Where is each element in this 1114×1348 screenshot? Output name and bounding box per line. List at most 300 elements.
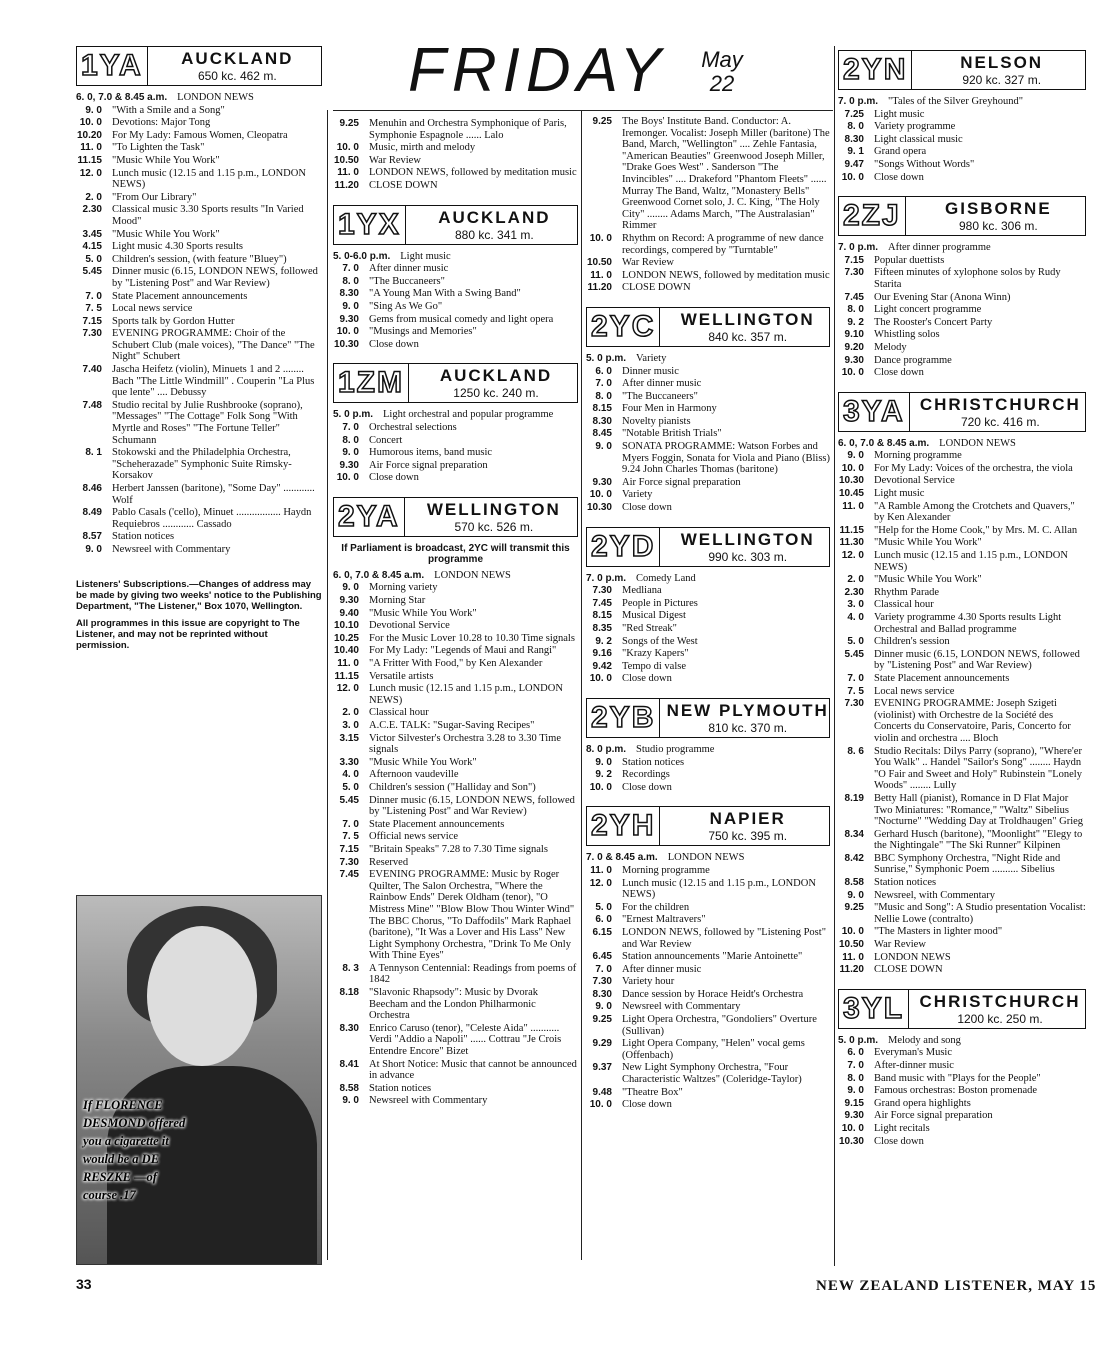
programme-row bbox=[333, 658, 578, 670]
programme-row bbox=[76, 291, 322, 303]
programme-item: The Boys' Institute Band. Conductor: A. Iremonger. Vocalist: Joseph Miller (baritone) The Band, March, "Wellington" .... Zehle Fantasia, "American Beauties" Greenwood Joseph Miller, "Drake Goes West" . Sanderson "The Invincibles" .... Drakeford "Phantom Fleets" ...... Murray The Band, Waltz, "Monastery Bells" Greenwood Cornet solo, J. C. King, "The Holy City" ........ Adams March, "The Australasian" Rimmer bbox=[622, 116, 830, 232]
programme-item: Variety programme 4.30 Sports results Light Orchestral and Ballad programme bbox=[874, 612, 1062, 635]
programme-time: 9. 2 bbox=[847, 316, 864, 328]
programme-item: Light music bbox=[874, 108, 925, 120]
programme-item: Jascha Heifetz (violin), Minuets 1 and 2 ........ Bach "The Little Windmill" . Couperin "La Plus que lente" .... Debussy bbox=[112, 364, 315, 399]
programme-item: Lunch music (12.15 and 1.15 p.m., LONDON NEWS) bbox=[874, 550, 1068, 573]
programme-time: 8.19 bbox=[844, 792, 864, 804]
programme-time: 8.49 bbox=[82, 507, 102, 519]
programme-row bbox=[333, 570, 578, 582]
programme-row bbox=[838, 342, 1086, 354]
programme-item: Music, mirth and melody bbox=[369, 142, 476, 154]
programme-row bbox=[333, 251, 578, 263]
programme-time: 10. 0 bbox=[589, 489, 612, 501]
programme-time: 9.30 bbox=[844, 354, 864, 366]
programme-row bbox=[586, 366, 830, 378]
station-city: WELLINGTON bbox=[680, 309, 815, 329]
programme-item: "Krazy Kapers" bbox=[622, 648, 689, 660]
programme-row bbox=[586, 428, 830, 440]
station-header bbox=[586, 698, 830, 738]
programme-row bbox=[333, 422, 578, 434]
station-3yl bbox=[838, 989, 1086, 1156]
station-info bbox=[409, 364, 577, 402]
station-header bbox=[333, 497, 578, 537]
programme-row bbox=[838, 463, 1086, 475]
programme-item: "A Ramble Among the Crotchets and Quavers," by Ken Alexander bbox=[874, 500, 1075, 524]
programme-time: 8. 0 bbox=[847, 304, 864, 316]
programme-row bbox=[586, 1038, 830, 1061]
programme-time: 10.30 bbox=[838, 475, 864, 487]
station-2yc bbox=[586, 307, 830, 523]
programme-time: 10. 0 bbox=[589, 1099, 612, 1111]
programme-item: Whistling solos bbox=[874, 329, 940, 341]
station-header bbox=[838, 392, 1086, 432]
station-header bbox=[586, 307, 830, 347]
station-2ya bbox=[333, 497, 578, 1116]
programme-row bbox=[333, 844, 578, 856]
programme-row bbox=[76, 400, 322, 446]
programme-row bbox=[838, 550, 1086, 573]
date bbox=[694, 48, 750, 96]
programme-time: 7. 0 bbox=[342, 263, 359, 275]
programme-time: 8.30 bbox=[844, 133, 864, 145]
programme-item: "A Fritter With Food," by Ken Alexander bbox=[369, 658, 543, 670]
programme-item: Herbert Janssen (baritone), "Some Day" ............ Wolf bbox=[112, 483, 315, 506]
programme-item: "Sing As We Go" bbox=[369, 300, 443, 312]
programme-item: "Notable British Trials" bbox=[622, 428, 722, 440]
programme-item: For the Music Lover 10.28 to 10.30 Time signals bbox=[369, 632, 575, 644]
programme-item: Stokowski and the Philadelphia Orchestra, "Scheherazade" Symphonic Suite Rimsky-Korsakov bbox=[112, 447, 292, 482]
programme-time: 11.15 bbox=[334, 670, 359, 682]
programme-time: 11.30 bbox=[839, 537, 864, 549]
programme-time: 9.42 bbox=[592, 660, 612, 672]
programme-item: Grand opera bbox=[874, 146, 927, 158]
programme-time: 7.30 bbox=[592, 976, 612, 988]
programme-row bbox=[838, 267, 1086, 290]
programme-time: 8.30 bbox=[592, 415, 612, 427]
programme-time: 10. 0 bbox=[336, 326, 359, 338]
programme-item: Children's session ("Halliday and Son") bbox=[369, 781, 536, 793]
programme-item: Band music with "Plays for the People" bbox=[874, 1072, 1041, 1084]
programme-time: 9.30 bbox=[339, 459, 359, 471]
programme-row bbox=[333, 819, 578, 831]
station-city: NAPIER bbox=[709, 809, 786, 829]
programme-item: Close down bbox=[874, 171, 924, 183]
programme-item: Air Force signal preparation bbox=[622, 476, 741, 488]
top-rule bbox=[333, 110, 833, 111]
programme-time: 4. 0 bbox=[847, 612, 864, 623]
programme-item: Air Force signal preparation bbox=[874, 1110, 993, 1122]
programme-row bbox=[838, 367, 1086, 379]
programme-time: 9. 2 bbox=[595, 635, 612, 647]
programme-item: For My Lady: Famous Women, Cleopatra bbox=[112, 129, 288, 141]
programme-time: 7. 0 bbox=[342, 818, 359, 830]
programme-time: 7. 0 p.m. bbox=[838, 242, 879, 254]
programme-time: 4.15 bbox=[82, 241, 102, 253]
programme-row bbox=[586, 769, 830, 781]
programme-row bbox=[838, 793, 1086, 828]
programme-row bbox=[838, 450, 1086, 462]
programme-row bbox=[838, 636, 1086, 648]
programme-time: 4. 0 bbox=[342, 769, 359, 781]
station-frequency: 840 kc. 357 m. bbox=[708, 329, 788, 344]
programme-time: 9.30 bbox=[844, 1110, 864, 1122]
programme-item: Morning programme bbox=[874, 450, 962, 462]
programme-row bbox=[586, 416, 830, 428]
programme-row bbox=[586, 403, 830, 415]
programme-row bbox=[333, 633, 578, 645]
programme-time: 9.47 bbox=[844, 158, 864, 170]
programme-item: "Tales of the Silver Greyhound" bbox=[888, 96, 1023, 107]
programme-time: 5.45 bbox=[82, 266, 102, 278]
programme-item: EVENING PROGRAMME: Music by Roger Quilter, The Salon Orchestra, "Where the Rainbow Ends" Derek Oldham (tenor), "O Mistress Mine" "Blow Blow Thou Winter Wind" The BBC Chorus, "To Daffodils" Mark Raphael (baritone), "It Was a Lover and His Lass" New Light Symphony Orchestra, "Drink To Me Only With Thine Eyes" bbox=[369, 869, 575, 962]
programme-item: Menuhin and Orchestra Symphonique of Paris, Symphonie Espagnole ...... Lalo bbox=[369, 118, 567, 141]
programme-row bbox=[586, 378, 830, 390]
station-city: AUCKLAND bbox=[439, 366, 553, 386]
programme-row bbox=[333, 1023, 578, 1058]
programme-row bbox=[838, 1085, 1086, 1097]
programme-row bbox=[838, 698, 1086, 744]
programme-item: Pablo Casals ('cello), Minuet ................. Haydn Requiebros ............ Cassado bbox=[112, 507, 312, 530]
programme-row bbox=[838, 939, 1086, 951]
programme-item: "Music While You Work" bbox=[369, 756, 477, 768]
programme-item: Dinner music bbox=[622, 365, 679, 377]
programme-time: 11. 0 bbox=[337, 658, 359, 670]
programme-row bbox=[76, 483, 322, 506]
programme-row bbox=[838, 574, 1086, 586]
programme-row bbox=[333, 795, 578, 818]
programme-time: 9. 0 bbox=[847, 450, 864, 462]
programme-time: 7.48 bbox=[82, 399, 102, 411]
programme-time: 9.30 bbox=[339, 313, 359, 325]
programme-item: Local news service bbox=[112, 303, 193, 315]
programme-item: Local news service bbox=[874, 685, 955, 697]
programme-time: 9. 0 bbox=[342, 582, 359, 594]
programme-time: 7.45 bbox=[844, 291, 864, 303]
programme-time: 2.30 bbox=[844, 586, 864, 598]
programme-item: Newsreel with Commentary bbox=[112, 543, 231, 555]
programme-item: "The Buccaneers" bbox=[369, 275, 445, 287]
programme-time: 7. 0 bbox=[595, 963, 612, 975]
station-header bbox=[76, 46, 322, 86]
programme-row bbox=[586, 1001, 830, 1013]
programme-time: 7. 5 bbox=[847, 685, 864, 697]
programme-row bbox=[838, 255, 1086, 267]
programme-item: Popular duettists bbox=[874, 254, 945, 266]
station-logo: 2YB bbox=[587, 699, 660, 737]
programme-time: 5. 0 bbox=[342, 781, 359, 793]
programme-item: Betty Hall (pianist), Romance in D Flat Major Two Miniatures: "Romance," "Waltz" Sibelius "Nocturne" "Wedding Day at Troldhaugen" Grieg bbox=[874, 792, 1084, 828]
programme-row bbox=[333, 671, 578, 683]
column-1 bbox=[76, 42, 322, 657]
station-logo: 2YA bbox=[334, 498, 405, 536]
programme-item: Light concert programme bbox=[874, 304, 982, 316]
programme-item: "A Young Man With a Swing Band" bbox=[369, 288, 521, 300]
programme-item: Sports talk by Gordon Hutter bbox=[112, 315, 235, 327]
programme-row bbox=[333, 733, 578, 756]
programme-row bbox=[76, 254, 322, 266]
station-city: AUCKLAND bbox=[438, 207, 551, 227]
programme-time: 8.42 bbox=[844, 852, 864, 864]
column-2 bbox=[333, 118, 578, 1116]
programme-item: Everyman's Music bbox=[874, 1047, 953, 1059]
programme-row bbox=[838, 612, 1086, 635]
programme-time: 7. 0 bbox=[847, 672, 864, 684]
station-3ya bbox=[838, 392, 1086, 985]
programme-row bbox=[838, 673, 1086, 685]
programme-item: Victor Silvester's Orchestra 3.28 to 3.30 Time signals bbox=[369, 732, 561, 756]
programme-time: 10.10 bbox=[333, 620, 359, 632]
programme-item: Light Opera Company, "Helen" vocal gems (Offenbach) bbox=[622, 1038, 805, 1061]
programme-time: 5.45 bbox=[339, 794, 359, 806]
station-logo: 3YA bbox=[839, 393, 910, 431]
programme-item: "Theatre Box" bbox=[622, 1086, 683, 1098]
station-info bbox=[909, 990, 1085, 1028]
programme-time: 9. 0 bbox=[342, 300, 359, 312]
programme-item: Humorous items, band music bbox=[369, 447, 493, 459]
programme-time: 9. 0 bbox=[595, 441, 612, 453]
programme-row bbox=[838, 172, 1086, 184]
programme-row bbox=[838, 599, 1086, 611]
station-2yh bbox=[586, 806, 830, 1119]
programme-item: The Rooster's Concert Party bbox=[874, 316, 993, 328]
programme-item: "Red Streak" bbox=[622, 623, 677, 634]
programme-time: 8. 0 bbox=[847, 121, 864, 133]
programme-row bbox=[586, 477, 830, 489]
station-info bbox=[406, 206, 577, 244]
programme-item: "Musings and Memories" bbox=[369, 326, 477, 338]
programme-time: 6. 0, 7.0 & 8.45 a.m. bbox=[838, 437, 930, 449]
programme-row bbox=[838, 926, 1086, 938]
programme-row bbox=[333, 582, 578, 594]
programme-time: 10. 0 bbox=[841, 462, 864, 474]
programme-row bbox=[586, 282, 830, 294]
programme-row bbox=[76, 92, 322, 104]
programme-row bbox=[586, 391, 830, 403]
programme-item: After dinner music bbox=[622, 378, 702, 390]
programme-time: 6.15 bbox=[592, 926, 612, 938]
programme-time: 8. 0 bbox=[342, 275, 359, 287]
station-logo: 1ZM bbox=[334, 364, 409, 402]
column-3 bbox=[586, 116, 830, 1120]
programme-item: "The Masters in lighter mood" bbox=[874, 926, 1003, 938]
programme-time: 5. 0 bbox=[847, 636, 864, 648]
programme-time: 10.30 bbox=[333, 338, 359, 350]
programme-item: "Help for the Home Cook," by Mrs. M. C. Allan bbox=[874, 524, 1078, 536]
programme-time: 7.15 bbox=[82, 315, 102, 327]
programme-item: Close down bbox=[874, 1135, 924, 1147]
programme-item: After dinner music bbox=[622, 963, 702, 975]
programme-item: Our Evening Star (Anona Winn) bbox=[874, 291, 1011, 303]
programme-item: Newsreel with Commentary bbox=[622, 1001, 741, 1013]
programme-item: Dance session by Horace Heidt's Orchestra bbox=[622, 988, 804, 1000]
programme-time: 9. 2 bbox=[595, 769, 612, 781]
station-2yb bbox=[586, 698, 830, 802]
station-city: NEW PLYMOUTH bbox=[666, 700, 829, 720]
programme-item: Variety programme bbox=[874, 121, 956, 133]
programme-row bbox=[76, 130, 322, 142]
station-logo: 1YA bbox=[77, 47, 148, 85]
programme-item: Close down bbox=[622, 502, 672, 514]
programme-item: Close down bbox=[622, 673, 672, 685]
programme-time: 10.45 bbox=[838, 488, 864, 500]
programme-time: 5. 0 p.m. bbox=[586, 352, 627, 364]
programme-item: Gerhard Husch (baritone), "Moonlight" "Elegy to the Nightingale" "The Ski Runner" Kilpinen bbox=[874, 828, 1083, 852]
programme-item: Morning programme bbox=[622, 864, 710, 876]
programme-time: 7.30 bbox=[844, 698, 864, 710]
programme-row bbox=[76, 229, 322, 241]
programme-item: State Placement announcements bbox=[369, 818, 505, 830]
programme-item: LONDON NEWS, followed by meditation music bbox=[622, 269, 830, 281]
programme-time: 11.15 bbox=[77, 154, 102, 166]
programme-row bbox=[333, 757, 578, 769]
programme-item: Light recitals bbox=[874, 1122, 930, 1134]
station-info bbox=[660, 308, 829, 346]
station-city: WELLINGTON bbox=[680, 529, 815, 549]
programme-item: Air Force signal preparation bbox=[369, 459, 488, 471]
programme-time: 8.15 bbox=[592, 610, 612, 622]
programme-time: 5. 0 p.m. bbox=[838, 1034, 879, 1046]
programme-time: 7.15 bbox=[844, 254, 864, 266]
programme-time: 11. 0 bbox=[842, 951, 864, 963]
programme-row bbox=[838, 317, 1086, 329]
station-2yd bbox=[586, 527, 830, 694]
station-frequency: 1200 kc. 250 m. bbox=[957, 1011, 1043, 1026]
programme-item: War Review bbox=[622, 257, 674, 269]
programme-row bbox=[838, 329, 1086, 341]
programme-time: 2.30 bbox=[82, 204, 102, 216]
programme-time: 2. 0 bbox=[342, 707, 359, 719]
programme-item: Station notices bbox=[874, 877, 937, 889]
programme-item: Variety hour bbox=[622, 976, 675, 988]
programme-time: 7. 0 p.m. bbox=[838, 96, 879, 107]
programme-row bbox=[838, 242, 1086, 254]
programme-time: 10.50 bbox=[838, 939, 864, 951]
programme-row bbox=[838, 1098, 1086, 1110]
programme-item: Children's session, (with feature "Bluey") bbox=[112, 253, 287, 265]
programme-time: 11.20 bbox=[334, 179, 359, 191]
programme-item: Station announcements "Marie Antoinette" bbox=[622, 951, 803, 963]
programme-row bbox=[333, 167, 578, 179]
programme-row bbox=[838, 1136, 1086, 1148]
programme-row bbox=[333, 1059, 578, 1082]
station-city: GISBORNE bbox=[945, 199, 1052, 219]
programme-row bbox=[586, 573, 830, 585]
day-title: FRIDAY bbox=[408, 36, 667, 105]
programme-item: Dinner music (6.15, LONDON NEWS, followed by "Listening Post" and War Review) bbox=[369, 794, 575, 818]
programme-time: 3.15 bbox=[339, 732, 359, 744]
programme-row bbox=[838, 355, 1086, 367]
programme-item: A Tennyson Centennial: Readings from poems of 1842 bbox=[369, 962, 577, 986]
programme-time: 8.34 bbox=[844, 828, 864, 840]
programme-row bbox=[76, 117, 322, 129]
programme-row bbox=[838, 96, 1086, 108]
programme-item: Gems from musical comedy and light opera bbox=[369, 313, 554, 325]
programme-item: BBC Symphony Orchestra, "Night Ride and Sunrise," Symphonic Poem .......... Sibelius bbox=[874, 852, 1061, 876]
programme-time: 10. 0 bbox=[589, 673, 612, 685]
programme-time: 3. 0 bbox=[342, 720, 359, 731]
station-frequency: 810 kc. 370 m. bbox=[708, 720, 788, 735]
programme-row bbox=[838, 525, 1086, 537]
programme-row bbox=[586, 636, 830, 648]
programme-item: Novelty pianists bbox=[622, 415, 691, 427]
station-frequency: 1250 kc. 240 m. bbox=[453, 386, 539, 401]
programme-row bbox=[76, 364, 322, 399]
programme-time: 7.40 bbox=[82, 364, 102, 376]
programme-row bbox=[838, 952, 1086, 964]
programme-time: 3.30 bbox=[339, 756, 359, 768]
programme-item: Station notices bbox=[112, 531, 175, 543]
programme-item: For the children bbox=[622, 901, 690, 913]
programme-row bbox=[586, 270, 830, 282]
station-2ya-cont bbox=[586, 116, 830, 303]
programme-time: 9. 0 bbox=[85, 543, 102, 555]
station-frequency: 720 kc. 416 m. bbox=[960, 414, 1040, 429]
programme-item: Orchestral selections bbox=[369, 421, 457, 433]
programme-time: 9.16 bbox=[592, 648, 612, 660]
programme-time: 10.50 bbox=[333, 154, 359, 166]
programme-row bbox=[333, 857, 578, 869]
station-logo: 2ZJ bbox=[839, 197, 906, 235]
programme-row bbox=[586, 744, 830, 756]
programme-time: 8. 0 p.m. bbox=[586, 743, 627, 755]
programme-row bbox=[586, 233, 830, 256]
programme-time: 8.30 bbox=[592, 988, 612, 1000]
programme-time: 9. 1 bbox=[847, 146, 864, 158]
programme-time: 6. 0 bbox=[595, 365, 612, 377]
ad-portrait-face bbox=[147, 926, 257, 1066]
programme-item: State Placement announcements bbox=[112, 290, 248, 302]
programme-item: Lunch music (12.15 and 1.15 p.m., LONDON NEWS) bbox=[112, 167, 306, 191]
programme-time: 8.46 bbox=[82, 483, 102, 494]
programme-item: CLOSE DOWN bbox=[622, 282, 691, 294]
programme-item: War Review bbox=[369, 154, 421, 166]
de-reszke-advertisement bbox=[76, 895, 322, 1265]
programme-row bbox=[838, 121, 1086, 133]
programme-row bbox=[586, 976, 830, 988]
programme-time: 6.45 bbox=[592, 951, 612, 963]
programme-item: EVENING PROGRAMME: Joseph Szigeti (violinist) with Orchestre de la Société des Concerts du Conservatoire, Paris, Concerto for violin and orchestra .... Bloch bbox=[874, 698, 1071, 744]
publication-footer: NEW ZEALAND LISTENER, MAY 15 bbox=[816, 1278, 1097, 1294]
programme-row bbox=[838, 1047, 1086, 1059]
programme-item: Children's session bbox=[874, 636, 950, 648]
programme-row bbox=[333, 460, 578, 472]
station-logo: 2YC bbox=[587, 308, 660, 346]
programme-time: 10. 0 bbox=[841, 1122, 864, 1134]
programme-row bbox=[586, 502, 830, 514]
programme-time: 7.30 bbox=[339, 856, 359, 868]
programme-item: Studio Recitals: Dilys Parry (soprano), "Where'er You Walk" .. Handel "Sailor's Song" ........ Haydn "O Fair and Sweet and Holy" Rubinstein "Lonely Woods" ........ Lully bbox=[874, 745, 1082, 792]
programme-item: Rhythm on Record: A programme of new dance recordings, compered by "Turntable" bbox=[622, 232, 824, 256]
programme-item: Four Men in Harmony bbox=[622, 403, 717, 415]
programme-time: 5. 0-6.0 p.m. bbox=[333, 250, 391, 262]
programme-item: CLOSE DOWN bbox=[369, 179, 438, 191]
programme-row bbox=[76, 241, 322, 253]
programme-time: 9. 0 bbox=[85, 104, 102, 116]
programme-row bbox=[333, 707, 578, 719]
programme-time: 12. 0 bbox=[841, 550, 864, 562]
column-divider bbox=[581, 110, 582, 1260]
programme-item: Afternoon vaudeville bbox=[369, 769, 459, 781]
programme-time: 11. 0 bbox=[80, 142, 102, 154]
programme-item: LONDON NEWS bbox=[177, 92, 254, 103]
programme-item: "Ernest Maltravers" bbox=[622, 914, 706, 926]
programme-row bbox=[333, 435, 578, 447]
programme-item: After dinner music bbox=[369, 263, 449, 275]
programme-item: Comedy Land bbox=[636, 572, 696, 584]
programme-row bbox=[838, 438, 1086, 450]
programme-time: 7. 0 bbox=[847, 1060, 864, 1071]
